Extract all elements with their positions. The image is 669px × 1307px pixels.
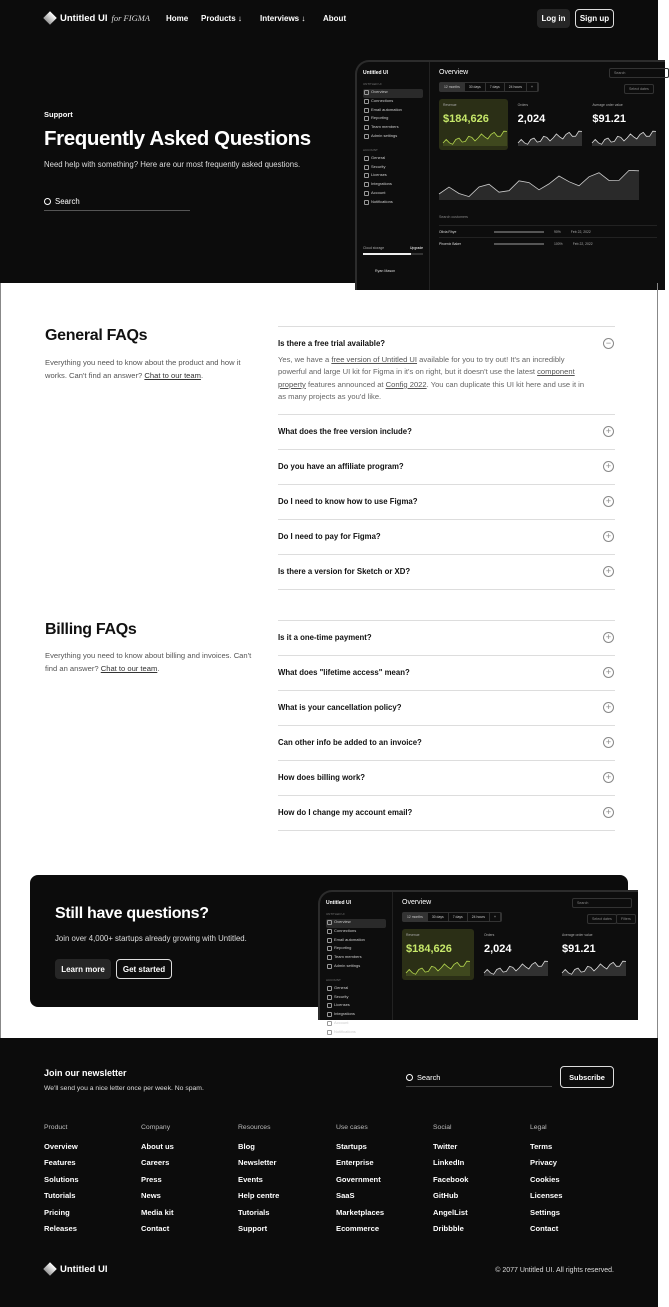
footer-column-heading: Legal [530, 1124, 547, 1131]
metric-card [514, 99, 583, 150]
logo-icon [43, 1262, 57, 1276]
metric-label: Revenue [443, 103, 457, 107]
arrow-down-icon: ↓ [301, 14, 306, 23]
search-icon [44, 198, 51, 205]
cta-title: Still have questions? [55, 905, 209, 922]
footer-column-heading: Resources [238, 1124, 271, 1131]
metric-card [558, 929, 630, 980]
metric-label: Average order value [562, 933, 593, 937]
metric-label: Orders [517, 103, 529, 107]
page-title: Frequently Asked Questions [44, 127, 311, 150]
footer-link[interactable]: Licenses [530, 1191, 563, 1201]
footer-column-heading: Product [44, 1124, 68, 1131]
footer-link[interactable]: Careers [141, 1158, 170, 1168]
search-customers: Search customers [439, 215, 468, 219]
footer-column-heading: Company [141, 1124, 171, 1131]
footer-link[interactable]: About us [141, 1142, 174, 1151]
mockup-nav-item: Reporting [363, 115, 423, 124]
footer-link[interactable]: SaaS [336, 1191, 355, 1201]
arrow-down-icon: ↓ [237, 14, 242, 23]
faq-item[interactable] [278, 656, 615, 691]
mockup-nav-item: Licenses [363, 172, 423, 181]
hero-search-input[interactable] [44, 193, 190, 211]
footer-link[interactable]: Blog [238, 1142, 255, 1151]
answer-text: Yes, we have a [278, 355, 332, 364]
faq-item[interactable] [278, 761, 615, 796]
mockup-nav-item: Integrations [363, 181, 423, 190]
mockup-nav-item: General [326, 985, 386, 994]
date-added: Feb 22, 2022 [572, 241, 593, 246]
metric-value: $184,626 [443, 113, 489, 125]
mockup-group-label: ACCOUNT [363, 147, 378, 152]
general-faqs-desc: Everything you need to know about the product and how it works. Can't find an answer? Chat to our team. [45, 358, 241, 380]
plus-circle-icon[interactable]: + [603, 667, 614, 678]
progress-value: 100% [554, 241, 563, 246]
metric-value: $184,626 [406, 943, 452, 955]
nav-home[interactable]: Home [166, 14, 189, 23]
faq-question[interactable]: How does billing work? [278, 773, 366, 782]
mockup-storage [363, 246, 423, 255]
footer-link[interactable]: Contact [530, 1223, 559, 1233]
footer-link[interactable]: Events [238, 1174, 263, 1184]
faq-item[interactable] [278, 450, 615, 485]
mockup-nav-item: Team members [326, 954, 386, 963]
mockup-sidebar [320, 892, 393, 1034]
footer-link[interactable]: Marketplaces [336, 1207, 385, 1217]
mockup-title: Overview [402, 899, 432, 906]
footer-brand: Untitled UI [60, 1263, 108, 1275]
mockup-group-label: UNTITLED UI [363, 82, 382, 86]
sparkline-chart [592, 126, 656, 146]
general-faqs-title: General FAQs [45, 327, 148, 344]
sparkline-chart [518, 126, 582, 146]
nav-interviews-label: Interviews [260, 14, 300, 23]
faq-item[interactable] [278, 621, 615, 656]
faq-item[interactable] [278, 485, 615, 520]
mockup-group-label: UNTITLED UI [326, 912, 345, 916]
faq-item[interactable] [278, 520, 615, 555]
mockup-sidebar [357, 62, 430, 290]
mockup-select-dates: Select dates [624, 84, 654, 94]
metric-value: 2,024 [517, 113, 546, 125]
plus-circle-icon[interactable]: + [603, 461, 614, 472]
search-icon [406, 1074, 413, 1081]
general-faq-list [278, 326, 615, 590]
footer-column [433, 1124, 528, 1240]
mockup-cards [439, 99, 657, 150]
faq-question[interactable]: What does "lifetime access" mean? [278, 668, 410, 677]
metric-value: $91.21 [562, 943, 596, 955]
nav-products[interactable] [201, 14, 242, 23]
customer-name: Olivia Rhye [439, 229, 457, 234]
footer-column [336, 1124, 431, 1240]
footer-link[interactable]: AngelList [433, 1207, 468, 1217]
answer-text: available for you to try out! It's an incredibly powerful and large UI kit for Figma in it's on right, but it doesn't use the latest [278, 355, 565, 377]
mockup-search: Search [609, 68, 669, 78]
chat-link[interactable]: Chat to our team [144, 371, 201, 380]
answer-text: features announced at [305, 379, 386, 389]
metric-card [439, 99, 508, 150]
mockup-nav-item: Licenses [326, 1002, 386, 1011]
customer-name: Phoenix Baker [439, 241, 462, 246]
mockup-tab: 12 months [403, 913, 428, 921]
mockup-select-dates: Select dates [587, 914, 617, 924]
mockup-title: Overview [439, 69, 469, 76]
footer-link[interactable]: Newsletter [238, 1158, 277, 1168]
mockup-search: Search [572, 898, 632, 908]
desc-text: Everything you need to know about billing and invoices. Can't find an answer? [45, 651, 252, 673]
cta-text: Join over 4,000+ startups already growing with Untitled. [55, 934, 247, 943]
mockup-nav-item: Account [363, 190, 423, 199]
faq-question[interactable]: Is it a one-time payment? [278, 633, 372, 642]
plus-circle-icon[interactable]: + [603, 737, 614, 748]
footer-link[interactable]: Tutorials [238, 1207, 270, 1217]
plus-circle-icon[interactable]: + [603, 632, 614, 643]
plus-circle-icon[interactable]: + [603, 426, 614, 437]
cta-card [30, 875, 631, 1034]
search-placeholder: Search [55, 197, 80, 206]
footer-column [141, 1124, 236, 1240]
mockup-nav-item: Connections [363, 98, 423, 107]
sparkline-chart [406, 956, 470, 976]
faq-item[interactable] [278, 415, 615, 450]
footer-link[interactable]: Startups [336, 1142, 367, 1151]
nav-interviews[interactable] [260, 14, 305, 23]
component-property-link[interactable]: component property [278, 367, 575, 389]
sparkline-chart [443, 126, 507, 146]
footer-link[interactable]: Ecommerce [336, 1223, 380, 1233]
faq-question[interactable]: Can other info be added to an invoice? [278, 738, 422, 747]
customer-row [439, 225, 657, 237]
mockup-nav-item: General [363, 155, 423, 164]
subscribe-button[interactable]: Subscribe [560, 1066, 614, 1088]
free-version-link[interactable]: free version of Untitled UI [331, 355, 418, 364]
billing-faqs-desc: Everything you need to know about billing and invoices. Can't find an answer? Chat to our team. [45, 651, 252, 673]
mockup-nav-item: Admin settings [326, 963, 386, 972]
minus-circle-icon[interactable]: − [603, 338, 614, 349]
faq-item[interactable] [278, 691, 615, 726]
faq-item[interactable] [278, 327, 615, 415]
footer-link[interactable]: Releases [44, 1223, 77, 1233]
desc-text: Everything you need to know about the product and how it works. Can't find an answer? [45, 358, 241, 380]
footer-link[interactable]: Dribbble [433, 1223, 464, 1233]
plus-circle-icon[interactable]: + [603, 496, 614, 507]
mockup-nav-item: Email automation [326, 937, 386, 946]
faq-question[interactable]: Do I need to know how to use Figma? [278, 497, 418, 506]
logo-icon [43, 11, 57, 25]
mockup-brand [326, 900, 386, 906]
dashboard-preview [318, 890, 638, 1034]
footer-link[interactable]: Pricing [44, 1207, 70, 1217]
login-button[interactable]: Log in [537, 9, 570, 28]
footer-link[interactable]: Support [238, 1223, 268, 1233]
storage-label: Cloud storage [363, 246, 385, 250]
footer-link[interactable]: Privacy [530, 1158, 558, 1168]
footer-link[interactable]: Cookies [530, 1174, 560, 1184]
footer-link[interactable]: Solutions [44, 1174, 79, 1184]
copyright: © 2077 Untitled UI. All rights reserved. [495, 1267, 614, 1274]
billing-faq-list [278, 620, 615, 831]
customer-row [439, 237, 657, 249]
footer-link[interactable]: Terms [530, 1142, 553, 1151]
mockup-tab: 7 days [449, 913, 468, 921]
learn-more-button[interactable]: Learn more [55, 959, 111, 979]
faq-question[interactable]: How do I change my account email? [278, 808, 413, 817]
mockup-tab: 24 hours [468, 913, 490, 921]
mockup-tab: 12 months [440, 83, 465, 91]
footer-column-heading: Social [433, 1124, 452, 1131]
metric-card [402, 929, 474, 980]
mockup-tabs [439, 82, 539, 92]
mockup-nav-item: Email automation [363, 107, 423, 116]
footer-link[interactable]: Facebook [433, 1174, 469, 1184]
footer [0, 1038, 658, 1307]
newsletter-text: We'll send you a nice letter once per week. No spam. [44, 1085, 204, 1092]
faq-question[interactable]: Do you have an affiliate program? [278, 462, 404, 471]
mockup-group-label: ACCOUNT [326, 977, 341, 982]
metric-card [588, 99, 657, 150]
footer-link[interactable]: Help centre [238, 1191, 280, 1201]
metric-label: Orders [484, 933, 495, 937]
billing-faqs-title: Billing FAQs [45, 621, 137, 638]
metric-label: Average order value [592, 103, 623, 107]
footer-link[interactable]: LinkedIn [433, 1158, 465, 1168]
mockup-cards [402, 929, 630, 980]
answer-text: . You can duplicate this UI kit here and use it in as many projects as you'd like. [278, 379, 585, 402]
newsletter-title: Join our newsletter [44, 1068, 127, 1078]
signup-button[interactable]: Sign up [575, 9, 614, 28]
footer-link[interactable]: Government [336, 1174, 381, 1184]
nav-products-label: Products [201, 14, 236, 23]
footer-link[interactable]: Contact [141, 1223, 170, 1233]
plus-circle-icon[interactable]: + [603, 566, 614, 577]
mockup-tab: 30 days [428, 913, 449, 921]
footer-link[interactable]: News [141, 1191, 161, 1201]
mockup-nav-item: Security [326, 994, 386, 1003]
faq-question[interactable]: Is there a version for Sketch or XD? [278, 567, 411, 576]
mockup-tab: + [527, 83, 538, 91]
revenue-area-chart [439, 160, 639, 200]
footer-logo[interactable] [44, 1263, 108, 1275]
brand-logo[interactable]: Untitled UI for FIGMA [44, 12, 150, 24]
footer-link[interactable]: Overview [44, 1142, 78, 1151]
progress-value: 90% [554, 229, 561, 234]
footer-column [238, 1124, 333, 1240]
input-placeholder: Search [417, 1073, 441, 1082]
mockup-nav-item: Integrations [326, 1011, 386, 1020]
newsletter-email-input[interactable] [406, 1069, 552, 1087]
mockup-nav-item: Notifications [363, 199, 423, 208]
footer-link[interactable]: Press [141, 1174, 162, 1184]
faq-item[interactable] [278, 555, 615, 590]
footer-link[interactable]: Enterprise [336, 1158, 374, 1168]
eyebrow: Support [44, 110, 73, 119]
dashboard-preview [355, 60, 665, 290]
hero-subtitle: Need help with something? Here are our most frequently asked questions. [44, 160, 301, 169]
faq-question[interactable]: Is there a free trial available? [278, 339, 386, 348]
upgrade-link: Upgrade [409, 246, 423, 250]
mockup-tab: 30 days [465, 83, 486, 91]
faq-question[interactable]: What does the free version include? [278, 427, 412, 436]
mockup-main [394, 892, 638, 1020]
storage-progress [363, 253, 423, 255]
footer-column [530, 1124, 625, 1240]
faq-question[interactable]: Do I need to pay for Figma? [278, 532, 381, 541]
faq-item[interactable] [278, 726, 615, 761]
mockup-brand-name: Untitled UI [326, 900, 351, 906]
date-added: Feb 22, 2022 [570, 229, 591, 234]
faq-question[interactable]: What is your cancellation policy? [278, 703, 402, 712]
footer-link[interactable]: GitHub [433, 1191, 459, 1201]
faq-item[interactable] [278, 796, 615, 831]
metric-label: Revenue [406, 933, 420, 937]
metric-card [480, 929, 552, 980]
progress-bar [494, 243, 544, 245]
mockup-nav-item: Account [326, 1020, 386, 1029]
mockup-main [431, 62, 665, 290]
metric-value: 2,024 [484, 943, 512, 955]
mockup-nav-item: Overview [326, 919, 386, 928]
mockup-nav-item: Team members [363, 124, 423, 133]
mockup-brand-name: Untitled UI [363, 70, 388, 76]
plus-circle-icon[interactable]: + [603, 772, 614, 783]
mockup-nav-item: Overview [363, 89, 423, 98]
mockup-tabs [402, 912, 502, 922]
faq-answer [278, 354, 593, 404]
mockup-nav-item: Notifications [326, 1029, 386, 1038]
sparkline-chart [484, 956, 548, 976]
footer-link[interactable]: Tutorials [44, 1191, 76, 1201]
mockup-brand [363, 70, 423, 76]
mockup-tab: 24 hours [505, 83, 527, 91]
sparkline-chart [562, 956, 626, 976]
mockup-tab: 7 days [486, 83, 505, 91]
plus-circle-icon[interactable]: + [603, 531, 614, 542]
mockup-nav-item: Connections [326, 928, 386, 937]
hero-section [0, 0, 658, 283]
footer-link[interactable]: Settings [530, 1207, 560, 1217]
footer-link[interactable]: Media kit [141, 1207, 174, 1217]
footer-column-heading: Use cases [336, 1124, 368, 1131]
nav-about[interactable]: About [323, 14, 347, 23]
mockup-filters: Filters [616, 914, 636, 924]
metric-value: $91.21 [592, 113, 626, 125]
plus-circle-icon[interactable]: + [603, 807, 614, 818]
footer-link[interactable]: Features [44, 1158, 76, 1168]
chat-link[interactable]: Chat to our team [100, 664, 158, 673]
config-link[interactable]: Config 2022 [385, 379, 427, 389]
footer-link[interactable]: Twitter [433, 1142, 458, 1151]
mockup-tab: + [490, 913, 501, 921]
mockup-nav-item: Reporting [326, 945, 386, 954]
footer-column [44, 1124, 139, 1240]
progress-bar [494, 231, 544, 233]
mockup-user: Ryan Mason [375, 269, 396, 273]
mockup-nav-item: Admin settings [363, 133, 423, 142]
plus-circle-icon[interactable]: + [603, 702, 614, 713]
mockup-nav-item: Security [363, 164, 423, 173]
get-started-button[interactable]: Get started [116, 959, 172, 979]
